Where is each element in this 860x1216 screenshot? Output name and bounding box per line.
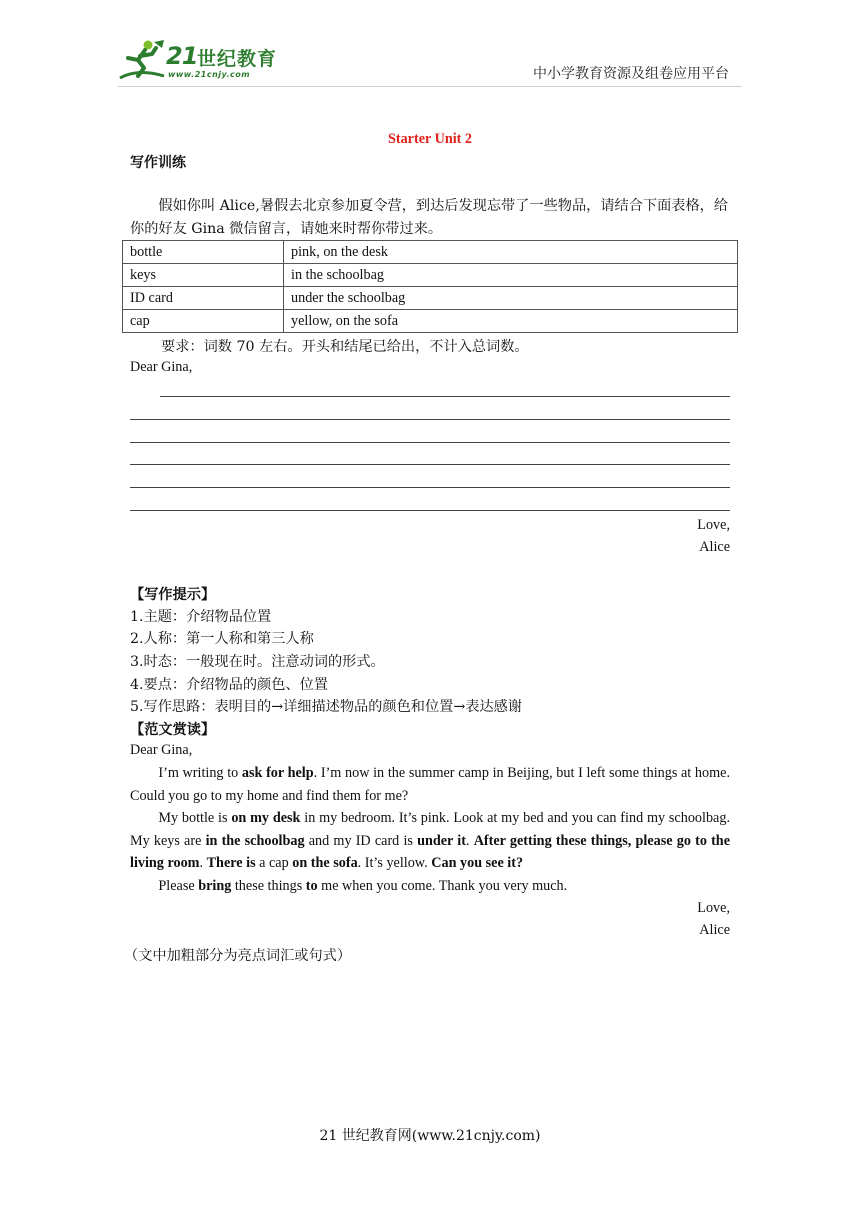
- text-run: . It’s yellow.: [357, 855, 432, 871]
- header-divider: [118, 86, 742, 87]
- bold-note: （文中加粗部分为亮点词汇或句式）: [124, 948, 352, 964]
- table-cell-item: ID card: [123, 287, 284, 310]
- sample-paragraph-2: [130, 807, 730, 875]
- writing-line[interactable]: [130, 442, 730, 443]
- highlight-phrase: There is: [206, 855, 256, 871]
- highlight-phrase: under it: [417, 832, 466, 849]
- writing-line[interactable]: [130, 464, 730, 465]
- text-run: .: [199, 855, 207, 871]
- table-row: [123, 264, 738, 287]
- highlight-phrase: After getting these things, please go to the living room: [130, 832, 730, 871]
- sample-greeting: Dear Gina,: [130, 742, 193, 758]
- text-run: and my ID card is: [304, 832, 418, 849]
- highlight-phrase: to: [305, 878, 318, 894]
- table-row: [123, 241, 738, 264]
- unit-title: Starter Unit 2: [387, 131, 473, 147]
- logo-url: www.21cnjy.com: [168, 70, 251, 79]
- section-heading: 写作训练: [130, 155, 186, 171]
- highlight-phrase: on the sofa: [292, 855, 358, 871]
- highlight-phrase: ask for help: [241, 765, 314, 781]
- table-row: [123, 310, 738, 333]
- text-run: in my bedroom. It’s pink. Look at my bed and you can find my schoolbag. My keys are: [130, 810, 730, 849]
- text-run: .: [465, 832, 474, 849]
- text-run: these things: [231, 878, 306, 894]
- sample-paragraph-1: [130, 762, 730, 807]
- sample-closing: Love,: [697, 900, 730, 916]
- platform-name: 中小学教育资源及组卷应用平台: [533, 66, 729, 82]
- table-cell-location: in the schoolbag: [284, 264, 738, 287]
- highlight-phrase: bring: [198, 878, 232, 894]
- writing-prompt: 假如你叫 Alice,暑假去北京参加夏令营，到达后发现忘带了一些物品，请结合下面表格，给你的好友 Gina 微信留言，请她来时帮你带过来。: [130, 198, 729, 237]
- logo-number: 21: [166, 42, 198, 70]
- highlight-phrase: Can you see it?: [431, 855, 524, 871]
- sample-signature: Alice: [699, 922, 730, 938]
- highlight-phrase: in the schoolbag: [205, 832, 305, 849]
- table-cell-item: keys: [123, 264, 284, 287]
- logo-chinese-name: 世纪教育: [197, 48, 278, 70]
- table-cell-location: yellow, on the sofa: [284, 310, 738, 333]
- text-run: Please: [158, 878, 199, 894]
- tip-item: 1.主题：介绍物品位置: [130, 609, 272, 625]
- letter-signature: Alice: [699, 539, 730, 555]
- tip-item: 3.时态：一般现在时。注意动词的形式。: [130, 654, 385, 670]
- page-footer: 21 世纪教育网(www.21cnjy.com): [319, 1128, 541, 1144]
- letter-closing: Love,: [697, 517, 730, 533]
- table-row: [123, 287, 738, 310]
- text-run: a cap: [255, 855, 293, 871]
- sample-heading: 【范文赏读】: [130, 722, 216, 738]
- items-table: [122, 240, 738, 333]
- sample-paragraph-3: [130, 875, 730, 898]
- writing-line[interactable]: [130, 510, 730, 511]
- text-run: me when you come. Thank you very much.: [317, 878, 568, 894]
- table-cell-item: cap: [123, 310, 284, 333]
- text-run: My bottle is: [158, 810, 232, 826]
- tip-item: 5.写作思路：表明目的→详细描述物品的颜色和位置→表达感谢: [130, 699, 523, 715]
- tips-heading: 【写作提示】: [130, 587, 216, 603]
- text-run: . I’m now in the summer camp in Beijing, but I left some things at home. Could you go to my home and find them for me?: [130, 765, 730, 804]
- tip-item: 4.要点：介绍物品的颜色、位置: [130, 677, 328, 693]
- writing-line[interactable]: [130, 419, 730, 420]
- site-logo: [118, 38, 288, 82]
- runner-logo-icon: [118, 38, 166, 82]
- table-cell-location: pink, on the desk: [284, 241, 738, 264]
- tip-item: 2.人称：第一人称和第三人称: [130, 631, 314, 647]
- writing-line[interactable]: [130, 487, 730, 488]
- table-cell-item: bottle: [123, 241, 284, 264]
- table-cell-location: under the schoolbag: [284, 287, 738, 310]
- writing-line[interactable]: [160, 396, 730, 397]
- word-count-requirement: 要求：词数 70 左右。开头和结尾已给出，不计入总词数。: [161, 339, 529, 355]
- highlight-phrase: on my desk: [231, 810, 301, 826]
- letter-greeting: Dear Gina,: [130, 359, 193, 375]
- text-run: I’m writing to: [158, 765, 242, 781]
